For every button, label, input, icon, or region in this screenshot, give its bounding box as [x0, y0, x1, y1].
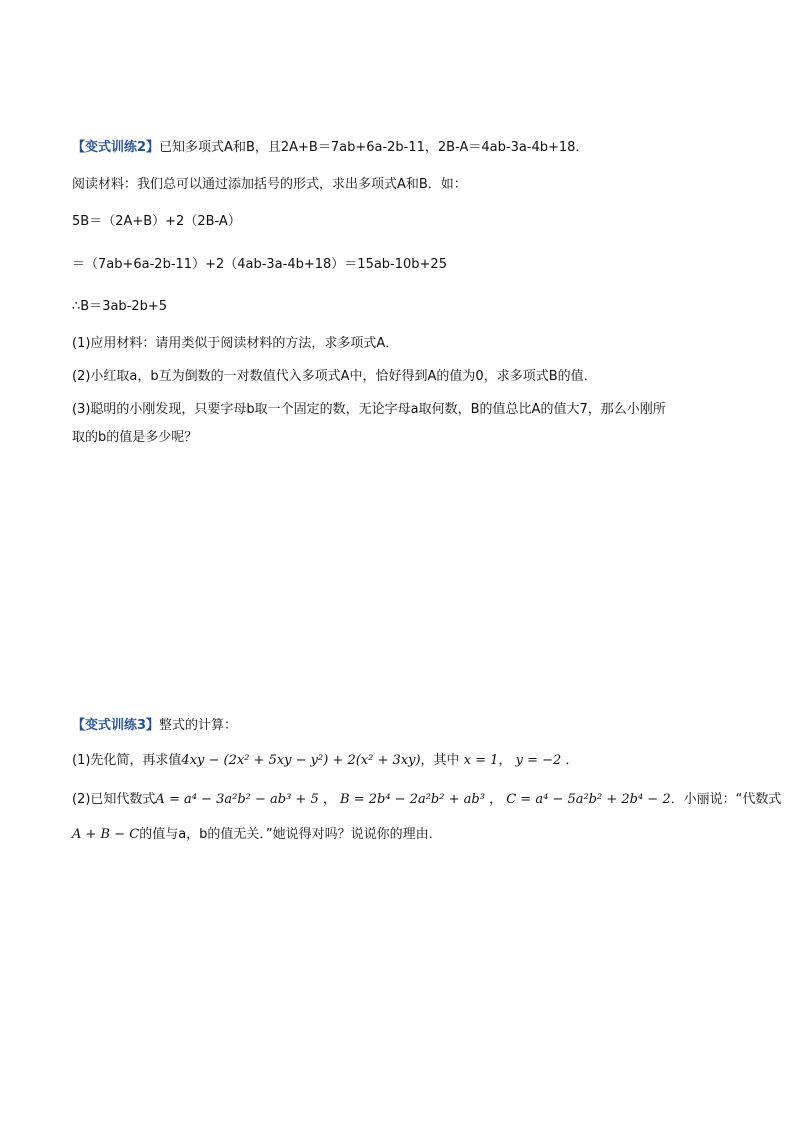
expression-A-plus-B-minus-C: A + B − C: [72, 827, 140, 842]
question-3-1-end: ．: [565, 753, 579, 768]
question-2-3-line-2: 取的b的值是多少呢？: [72, 430, 198, 445]
reading-step-1: 5B＝（2A+B）+2（2B-A）: [72, 214, 241, 229]
exercise-3-header: 【变式训练3】: [72, 718, 160, 733]
question-3-2-sep-2: ，: [489, 792, 503, 807]
question-3-1: [72, 752, 578, 770]
exercise-2-stem: 已知多项式A和B，且2A+B＝7ab+6a-2b-11，2B-A＝4ab-3a-4b+18．: [159, 140, 589, 155]
exercise-3-statement: [72, 717, 237, 735]
question-3-1-mid: ，其中: [420, 753, 460, 768]
exercise-2-header: 【变式训练2】: [72, 140, 160, 155]
question-3-2-line-2: [72, 826, 442, 844]
question-3-1-separator: ，: [498, 753, 512, 768]
question-2-2: (2)小红取a，b互为倒数的一对数值代入多项式A中，恰好得到A的值为0，求多项式B的值．: [72, 369, 597, 384]
question-3-1-expression: 4xy − (2x² + 5xy − y²) + 2(x² + 3xy): [181, 753, 421, 768]
question-3-1-y-value: y = −2: [515, 753, 562, 768]
expression-B: B = 2b⁴ − 2a²b² + ab³: [340, 792, 485, 807]
reading-step-2: ＝（7ab+6a-2b-11）+2（4ab-3a-4b+18）＝15ab-10b+25: [72, 257, 447, 272]
question-3-2-sep-1: ，: [322, 792, 336, 807]
question-3-1-x-value: x = 1: [463, 753, 499, 768]
expression-A: A = a⁴ − 3a²b² − ab³ + 5: [155, 792, 319, 807]
reading-intro: 阅读材料：我们总可以通过添加括号的形式，求出多项式A和B．如：: [72, 177, 467, 192]
reading-step-3: ∴B＝3ab-2b+5: [72, 299, 168, 314]
question-3-2-line-2-text: 的值与a，b的值无关．”她说得对吗？说说你的理由．: [139, 827, 442, 842]
expression-C: C = a⁴ − 5a²b² + 2b⁴ − 2: [506, 792, 671, 807]
exercise-3-title: 整式的计算：: [159, 718, 238, 733]
exercise-2-statement: [72, 139, 588, 157]
question-2-3-line-1: (3)聪明的小刚发现，只要字母b取一个固定的数，无论字母a取何数，B的值总比A的值大7，那么小刚所: [72, 402, 666, 417]
question-3-2-line-1: [72, 791, 781, 809]
question-3-2-say: ．小丽说：“代数式: [670, 792, 782, 807]
question-2-1: (1)应用材料：请用类似于阅读材料的方法，求多项式A．: [72, 336, 399, 351]
question-3-2-prefix: (2)已知代数式: [72, 792, 156, 807]
question-3-1-prefix: (1)先化简，再求值: [72, 753, 182, 768]
